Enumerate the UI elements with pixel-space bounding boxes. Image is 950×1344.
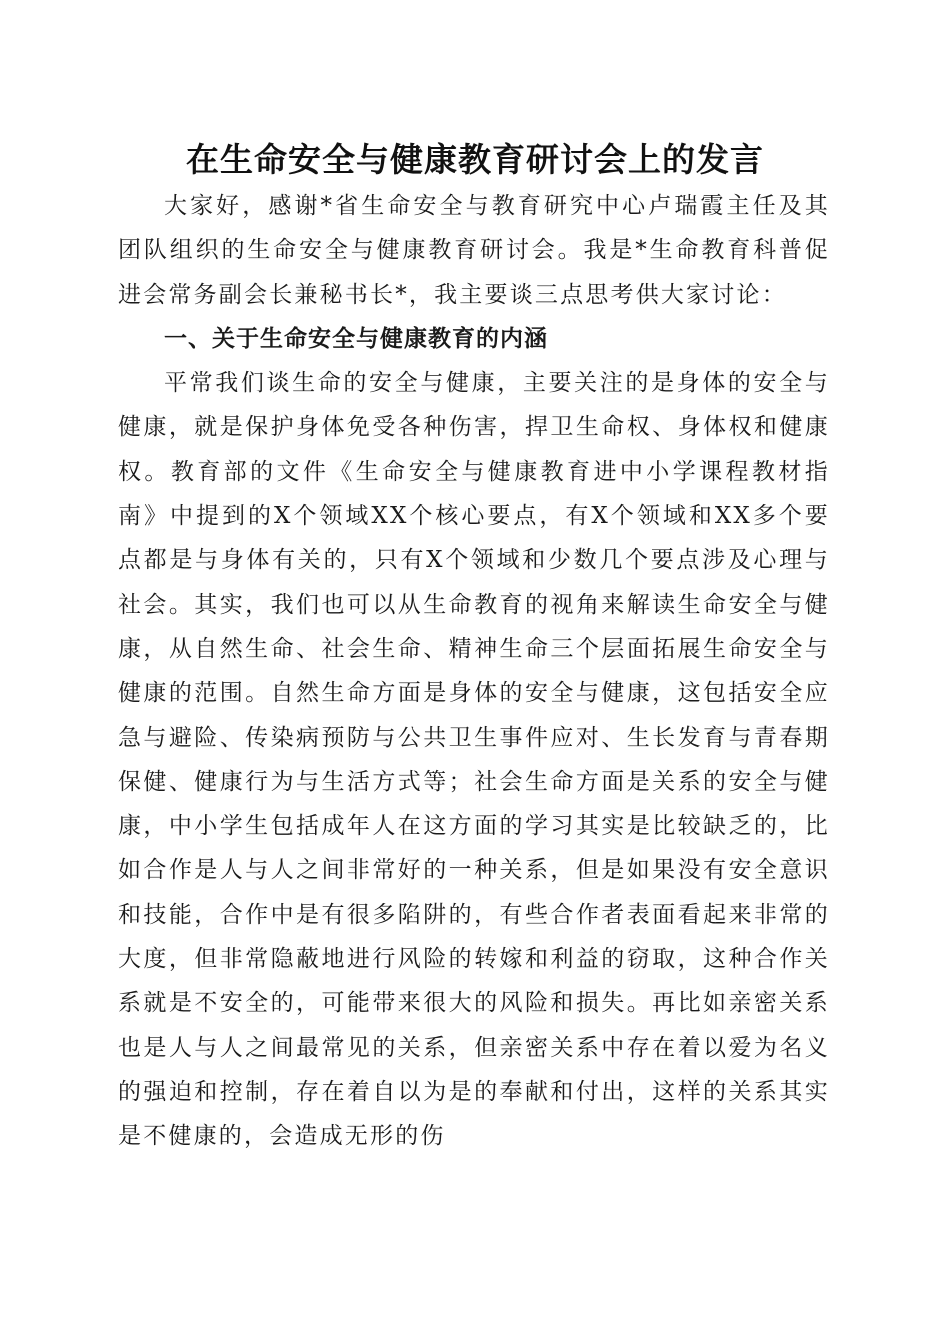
section-paragraph: 平常我们谈生命的安全与健康，主要关注的是身体的安全与健康，就是保护身体免受各种伤害，捍卫生命权、身体权和健康权。教育部的文件《生命安全与健康教育进中小学课程教材指南》中提到的X个领域XX个核心要点，有X个领域和XX多个要点都是与身体有关的，只有X个领域和少数几个要点涉及心理与社会。其实，我们也可以从生命教育的视角来解读生命安全与健康，从自然生命、社会生命、精神生命三个层面拓展生命安全与健康的范围。自然生命方面是身体的安全与健康，这包括安全应急与避险、传染病预防与公共卫生事件应对、生长发育与青春期保健、健康行为与生活方式等；社会生命方面是关系的安全与健康，中小学生包括成年人在这方面的学习其实是比较缺乏的，比如合作是人与人之间非常好的一种关系，但是如果没有安全意识和技能，合作中是有很多陷阱的，有些合作者表面看起来非常的大度，但非常隐蔽地进行风险的转嫁和利益的窃取，这种合作关系就是不安全的，可能带来很大的风险和损失。再比如亲密关系也是人与人之间最常见的关系，但亲密关系中存在着以爱为名义的强迫和控制，存在着自以为是的奉献和付出，这样的关系其实是不健康的，会造成无形的伤 — [118, 370, 830, 1150]
intro-paragraph: 大家好，感谢*省生命安全与教育研究中心卢瑞霞主任及其团队组织的生命安全与健康教育研讨会。我是*生命教育科普促进会常务副会长兼秘书长*，我主要谈三点思考供大家讨论： — [118, 193, 830, 308]
document-title: 在生命安全与健康教育研讨会上的发言 — [186, 140, 764, 179]
document-body — [118, 184, 830, 1159]
section-heading: 一、关于生命安全与健康教育的内涵 — [164, 325, 548, 352]
